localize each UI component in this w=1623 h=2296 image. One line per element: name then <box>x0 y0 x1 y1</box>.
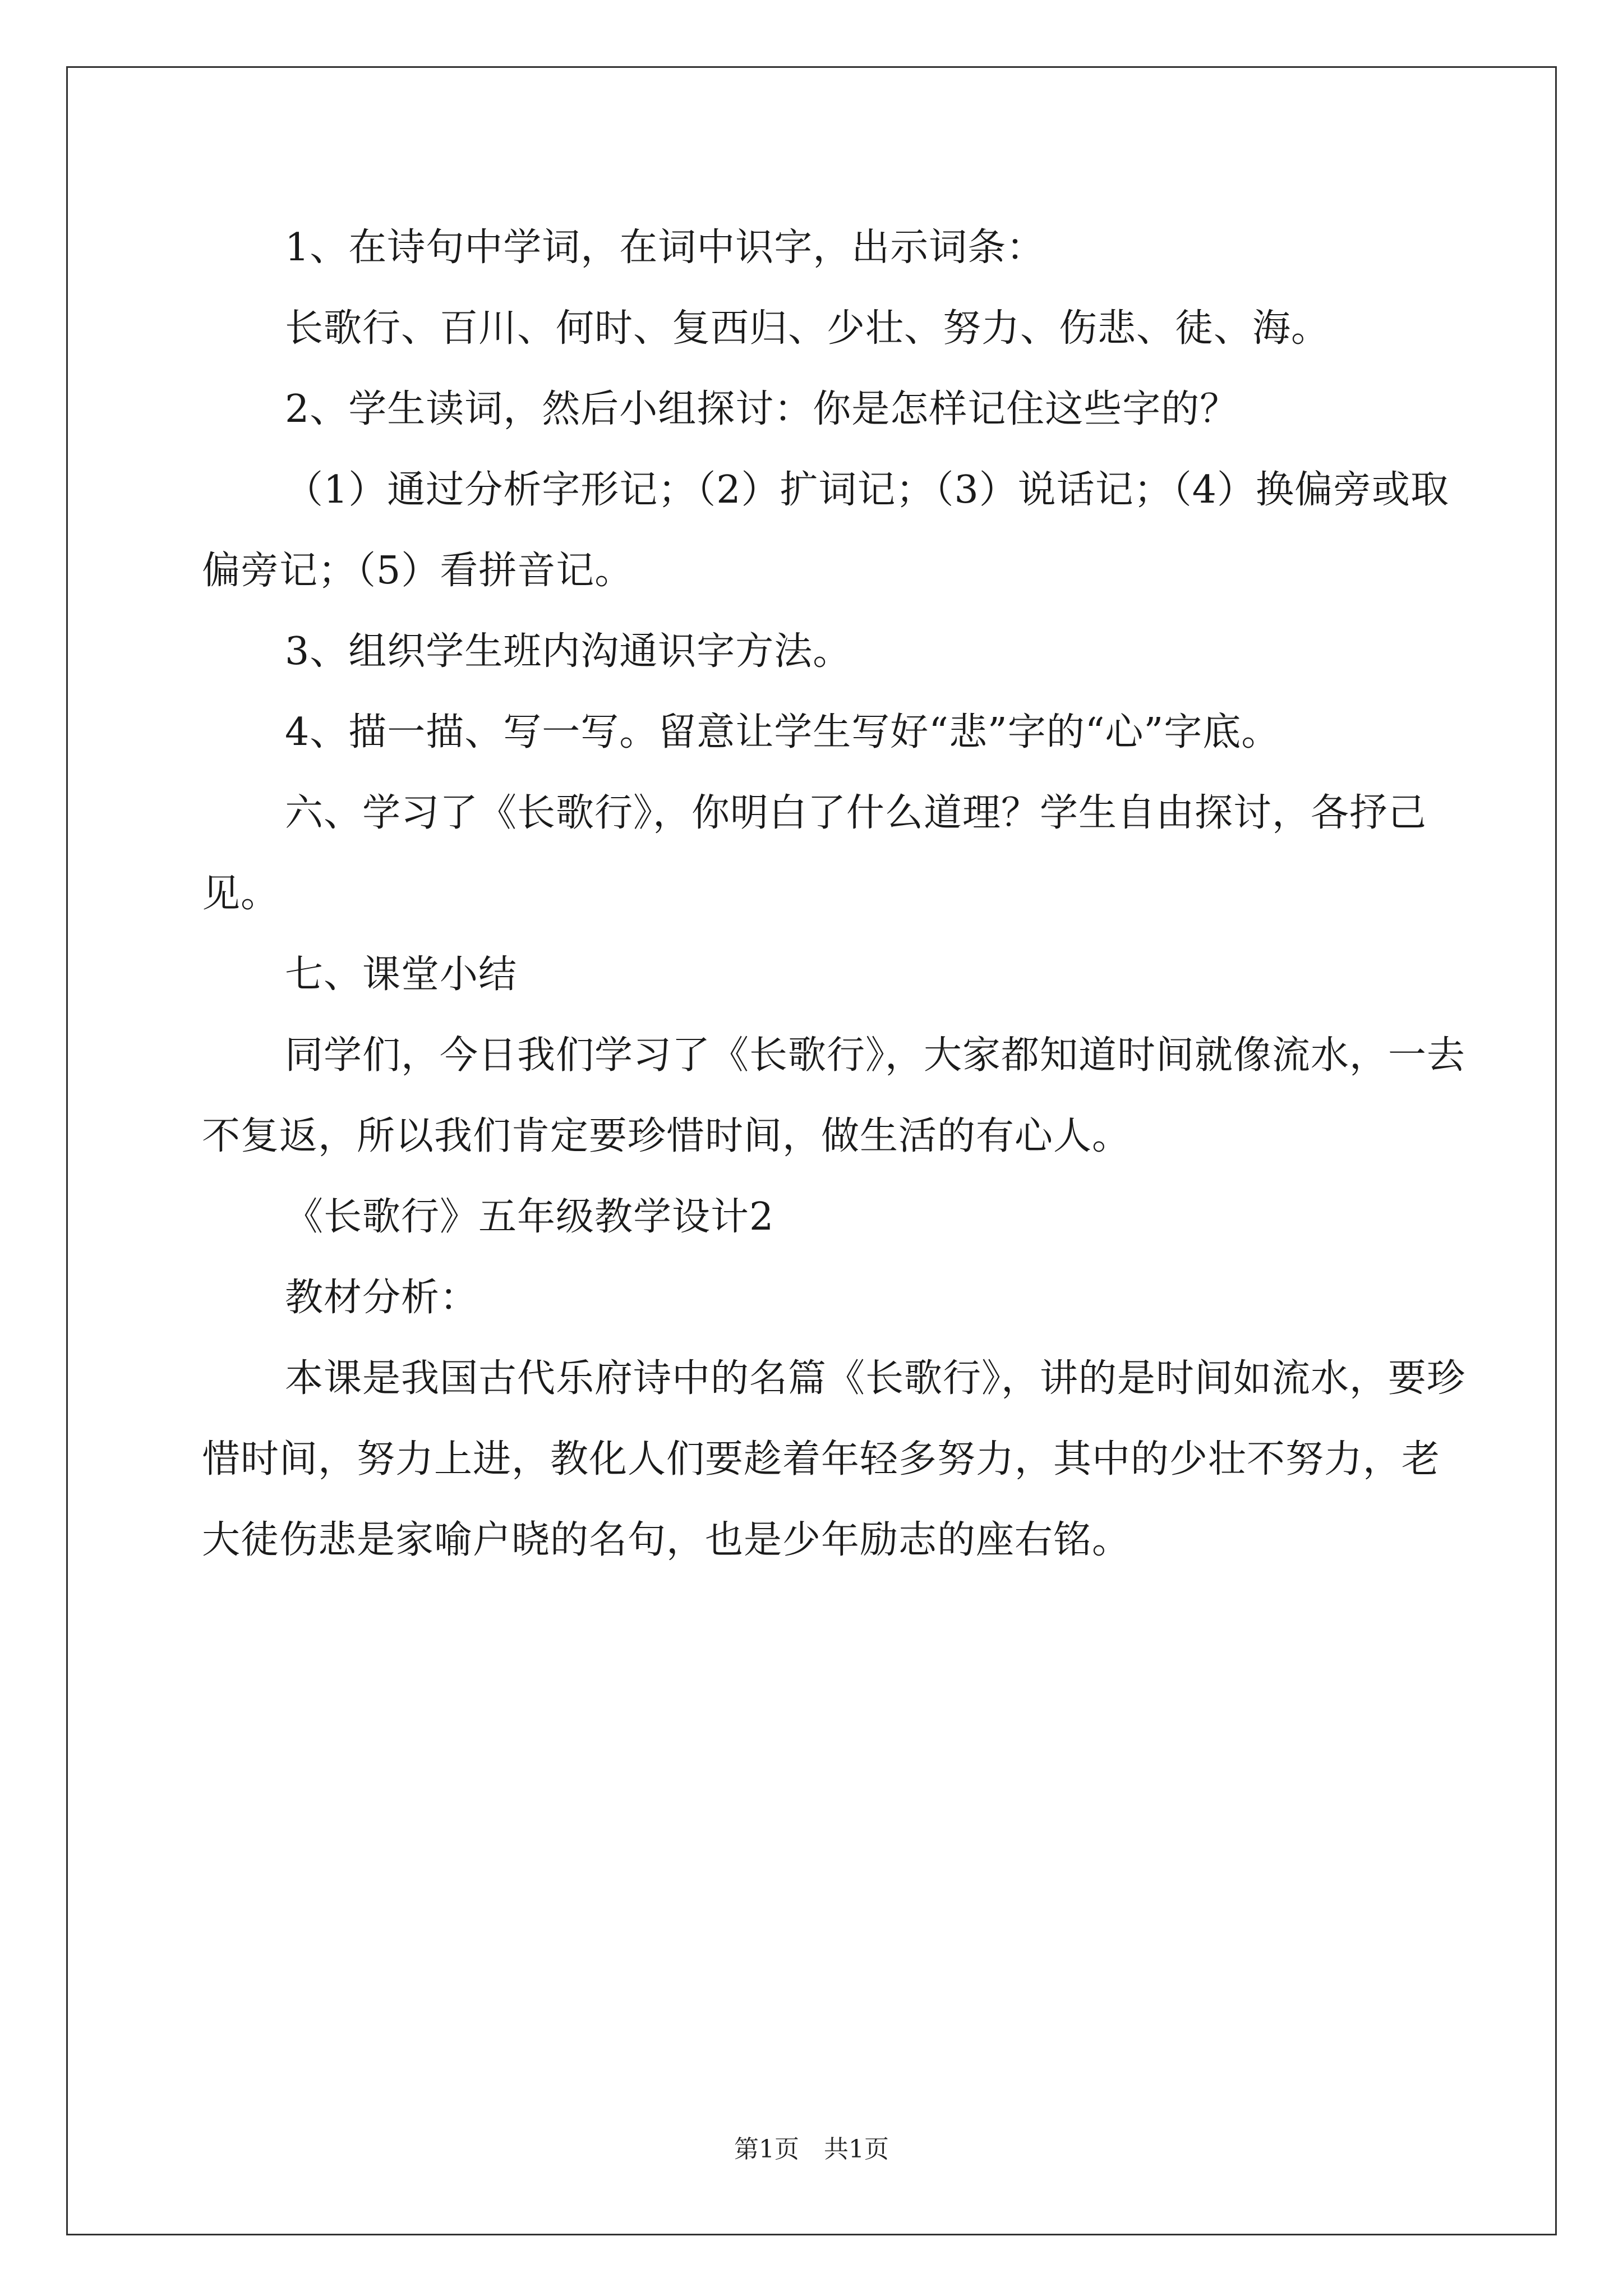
page-footer: 第1页 共1页 <box>734 2135 889 2164</box>
paragraph-design-title: 《长歌行》五年级教学设计2 <box>285 1195 774 1239</box>
paragraph-step-1: 1、在诗句中学词，在词中识字，出示词条： <box>285 226 1045 270</box>
paragraph-word-list: 长歌行、百川、何时、复西归、少壮、努力、伤悲、徒、海。 <box>285 306 1330 351</box>
paragraph-step-3: 3、组织学生班内沟通识字方法。 <box>285 629 852 674</box>
paragraph-step-4: 4、描一描、写一写。留意让学生写好“悲”字的“心”字底。 <box>285 710 1280 754</box>
paragraph-summary: 同学们，今日我们学习了《长歌行》，大家都知道时间就像流水，一去不复返，所以我们肯定要珍惜时间，做生活的有心人。 <box>202 1033 1466 1158</box>
document-body <box>202 208 1469 1581</box>
paragraph-step-2: 2、学生读词，然后小组探讨：你是怎样记住这些字的？ <box>285 387 1239 431</box>
paragraph-section-6: 六、学习了《长歌行》，你明白了什么道理？学生自由探讨，各抒己见。 <box>202 791 1427 916</box>
paragraph-material-heading: 教材分析： <box>285 1276 479 1320</box>
paragraph-section-7-heading: 七、课堂小结 <box>285 953 518 997</box>
paragraph-methods: （1）通过分析字形记；（2）扩词记；（3）说话记；（4）换偏旁或取偏旁记；（5）看拼音记。 <box>202 468 1450 593</box>
paragraph-material-analysis: 本课是我国古代乐府诗中的名篇《长歌行》，讲的是时间如流水，要珍惜时间，努力上进，教化人们要趁着年轻多努力，其中的少壮不努力，老大徒伤悲是家喻户晓的名句，也是少年励志的座右铭。 <box>202 1356 1466 1562</box>
